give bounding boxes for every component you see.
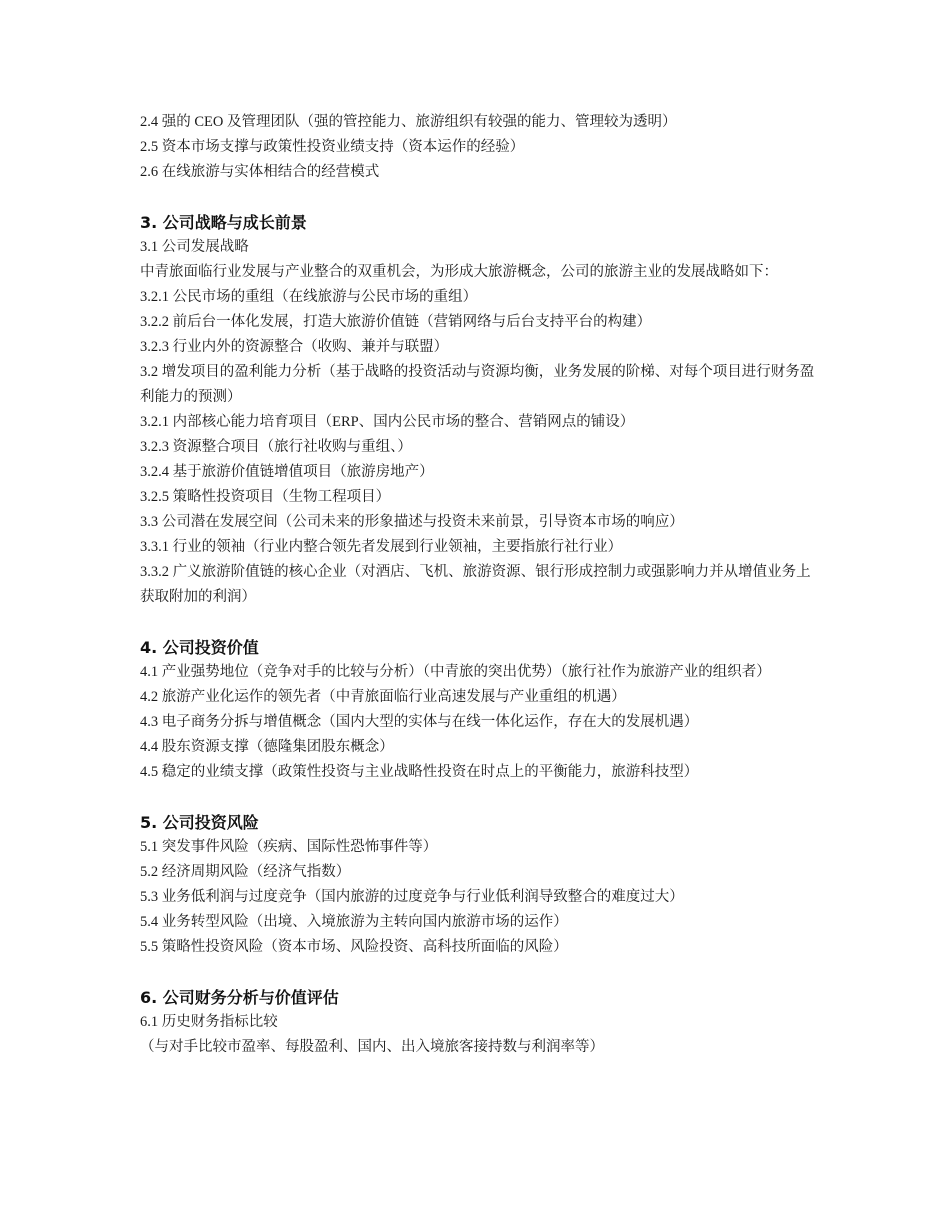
text-line: （与对手比较市盈率、每股盈利、国内、出入境旅客接持数与利润率等） <box>140 1039 604 1055</box>
text-line: 3.2 增发项目的盈利能力分析（基于战略的投资活动与资源均衡，业务发展的阶梯、对每个项目进行财务盈利能力的预测） <box>140 364 815 405</box>
text-line: 3.1 公司发展战略 <box>140 239 249 255</box>
section-investment-risk <box>140 810 820 960</box>
text-line: 4.2 旅游产业化运作的领先者（中青旅面临行业高速发展与产业重组的机遇） <box>140 689 626 705</box>
text-line: 中青旅面临行业发展与产业整合的双重机会，为形成大旅游概念，公司的旅游主业的发展战略如下： <box>140 264 778 280</box>
section-investment-value <box>140 635 820 785</box>
intro-block <box>140 110 820 185</box>
section-heading: 6. 公司财务分析与价值评估 <box>140 988 339 1007</box>
section-strategy <box>140 210 820 610</box>
section-heading: 4. 公司投资价值 <box>140 638 259 657</box>
section-heading: 5. 公司投资风险 <box>140 813 259 832</box>
text-line: 5.3 业务低利润与过度竞争（国内旅游的过度竞争与行业低利润导致整合的难度过大） <box>140 889 684 905</box>
text-line: 5.2 经济周期风险（经济气指数） <box>140 864 351 880</box>
text-line: 3.2.1 公民市场的重组（在线旅游与公民市场的重组） <box>140 289 478 305</box>
text-line: 3.2.3 行业内外的资源整合（收购、兼并与联盟） <box>140 339 449 355</box>
text-line: 3.2.5 策略性投资项目（生物工程项目） <box>140 489 391 505</box>
text-line: 3.2.4 基于旅游价值链增值项目（旅游房地产） <box>140 464 434 480</box>
text-line: 5.4 业务转型风险（出境、入境旅游为主转向国内旅游市场的运作） <box>140 914 568 930</box>
text-line: 4.4 股东资源支撑（德隆集团股东概念） <box>140 739 394 755</box>
text-line: 3.2.1 内部核心能力培育项目（ERP、国内公民市场的整合、营销网点的铺设） <box>140 414 635 430</box>
document-page <box>140 110 820 1060</box>
text-line: 4.1 产业强势地位（竞争对手的比较与分析）（中青旅的突出优势）（旅行社作为旅游产业的组织者） <box>140 664 771 680</box>
text-line: 3.3 公司潜在发展空间（公司未来的形象描述与投资未来前景，引导资本市场的响应） <box>140 514 684 530</box>
section-heading: 3. 公司战略与成长前景 <box>140 213 307 232</box>
text-line: 2.6 在线旅游与实体相结合的经营模式 <box>140 164 380 180</box>
text-line: 6.1 历史财务指标比较 <box>140 1014 278 1030</box>
text-line: 3.2.3 资源整合项目（旅行社收购与重组、） <box>140 439 412 455</box>
text-line: 3.3.1 行业的领袖（行业内整合领先者发展到行业领袖，主要指旅行社行业） <box>140 539 623 555</box>
text-line: 5.5 策略性投资风险（资本市场、风险投资、高科技所面临的风险） <box>140 939 568 955</box>
text-line: 4.5 稳定的业绩支撑（政策性投资与主业战略性投资在时点上的平衡能力，旅游科技型） <box>140 764 699 780</box>
text-line: 4.3 电子商务分拆与增值概念（国内大型的实体与在线一体化运作，存在大的发展机遇） <box>140 714 699 730</box>
section-financial-analysis <box>140 985 820 1060</box>
text-line: 3.3.2 广义旅游阶值链的核心企业（对酒店、飞机、旅游资源、银行形成控制力或强影响力并从增值业务上获取附加的利润） <box>140 564 811 605</box>
text-line: 5.1 突发事件风险（疾病、国际性恐怖事件等） <box>140 839 438 855</box>
text-line: 3.2.2 前后台一体化发展，打造大旅游价值链（营销网络与后台支持平台的构建） <box>140 314 652 330</box>
text-line: 2.5 资本市场支撑与政策性投资业绩支持（资本运作的经验） <box>140 139 525 155</box>
text-line: 2.4 强的 CEO 及管理团队（强的管控能力、旅游组织有较强的能力、管理较为透明） <box>140 114 677 130</box>
